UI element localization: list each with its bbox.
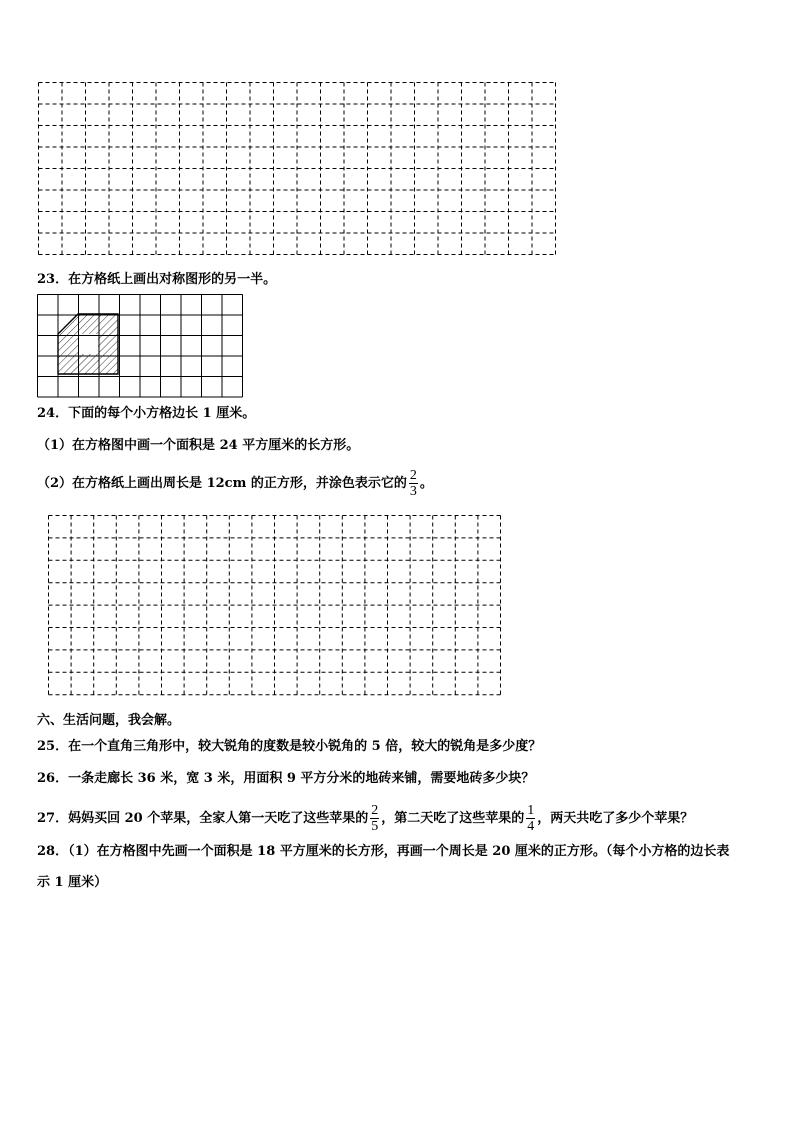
fraction-two-fifths	[370, 803, 379, 834]
question-27-text	[37, 803, 693, 834]
question-26-text: 26．一条走廊长 36 米，宽 3 米，用面积 9 平方分米的地砖来铺，需要地砖多少块？	[37, 771, 535, 786]
fraction-denominator: 4	[527, 819, 535, 834]
dashed-grid-q24	[48, 515, 502, 696]
question-27-part-c: ，两天共吃了多少个苹果？	[537, 811, 694, 826]
question-25-text: 25．在一个直角三角形中，较大锐角的度数是较小锐角的 5 倍，较大的锐角是多少度？	[37, 739, 542, 754]
symmetry-grid	[37, 294, 244, 398]
dashed-grid-top	[38, 82, 558, 257]
question-23-text: 23．在方格纸上画出对称图形的另一半。	[37, 272, 277, 287]
fraction-two-thirds	[409, 468, 418, 499]
question-24-part2-text: （2）在方格纸上画出周长是 12cm 的正方形，并涂色表示它的	[37, 476, 407, 491]
hatched-half-figure	[58, 314, 118, 374]
question-24-part2	[37, 468, 433, 499]
question-24-part2-end: 。	[419, 476, 433, 491]
fraction-denominator: 3	[409, 484, 417, 499]
question-24-part1: （1）在方格图中画一个面积是 24 平方厘米的长方形。	[37, 438, 360, 453]
fraction-numerator: 1	[527, 803, 535, 818]
question-27-part-b: ，第二天吃了这些苹果的	[381, 811, 525, 826]
fraction-one-quarter	[526, 803, 535, 834]
fraction-numerator: 2	[371, 803, 379, 818]
fraction-denominator: 5	[371, 819, 379, 834]
question-27-part-a: 27．妈妈买回 20 个苹果，全家人第一天吃了这些苹果的	[37, 811, 369, 826]
question-24-text: 24．下面的每个小方格边长 1 厘米。	[37, 406, 256, 421]
question-28-line1: 28．（1）在方格图中先画一个面积是 18 平方厘米的长方形，再画一个周长是 20 厘米的正方形。（每个小方格的边长表	[37, 844, 730, 859]
section-6-title: 六、生活问题，我会解。	[37, 713, 181, 728]
question-28-line2: 示 1 厘米）	[37, 875, 108, 890]
fraction-numerator: 2	[409, 468, 417, 483]
